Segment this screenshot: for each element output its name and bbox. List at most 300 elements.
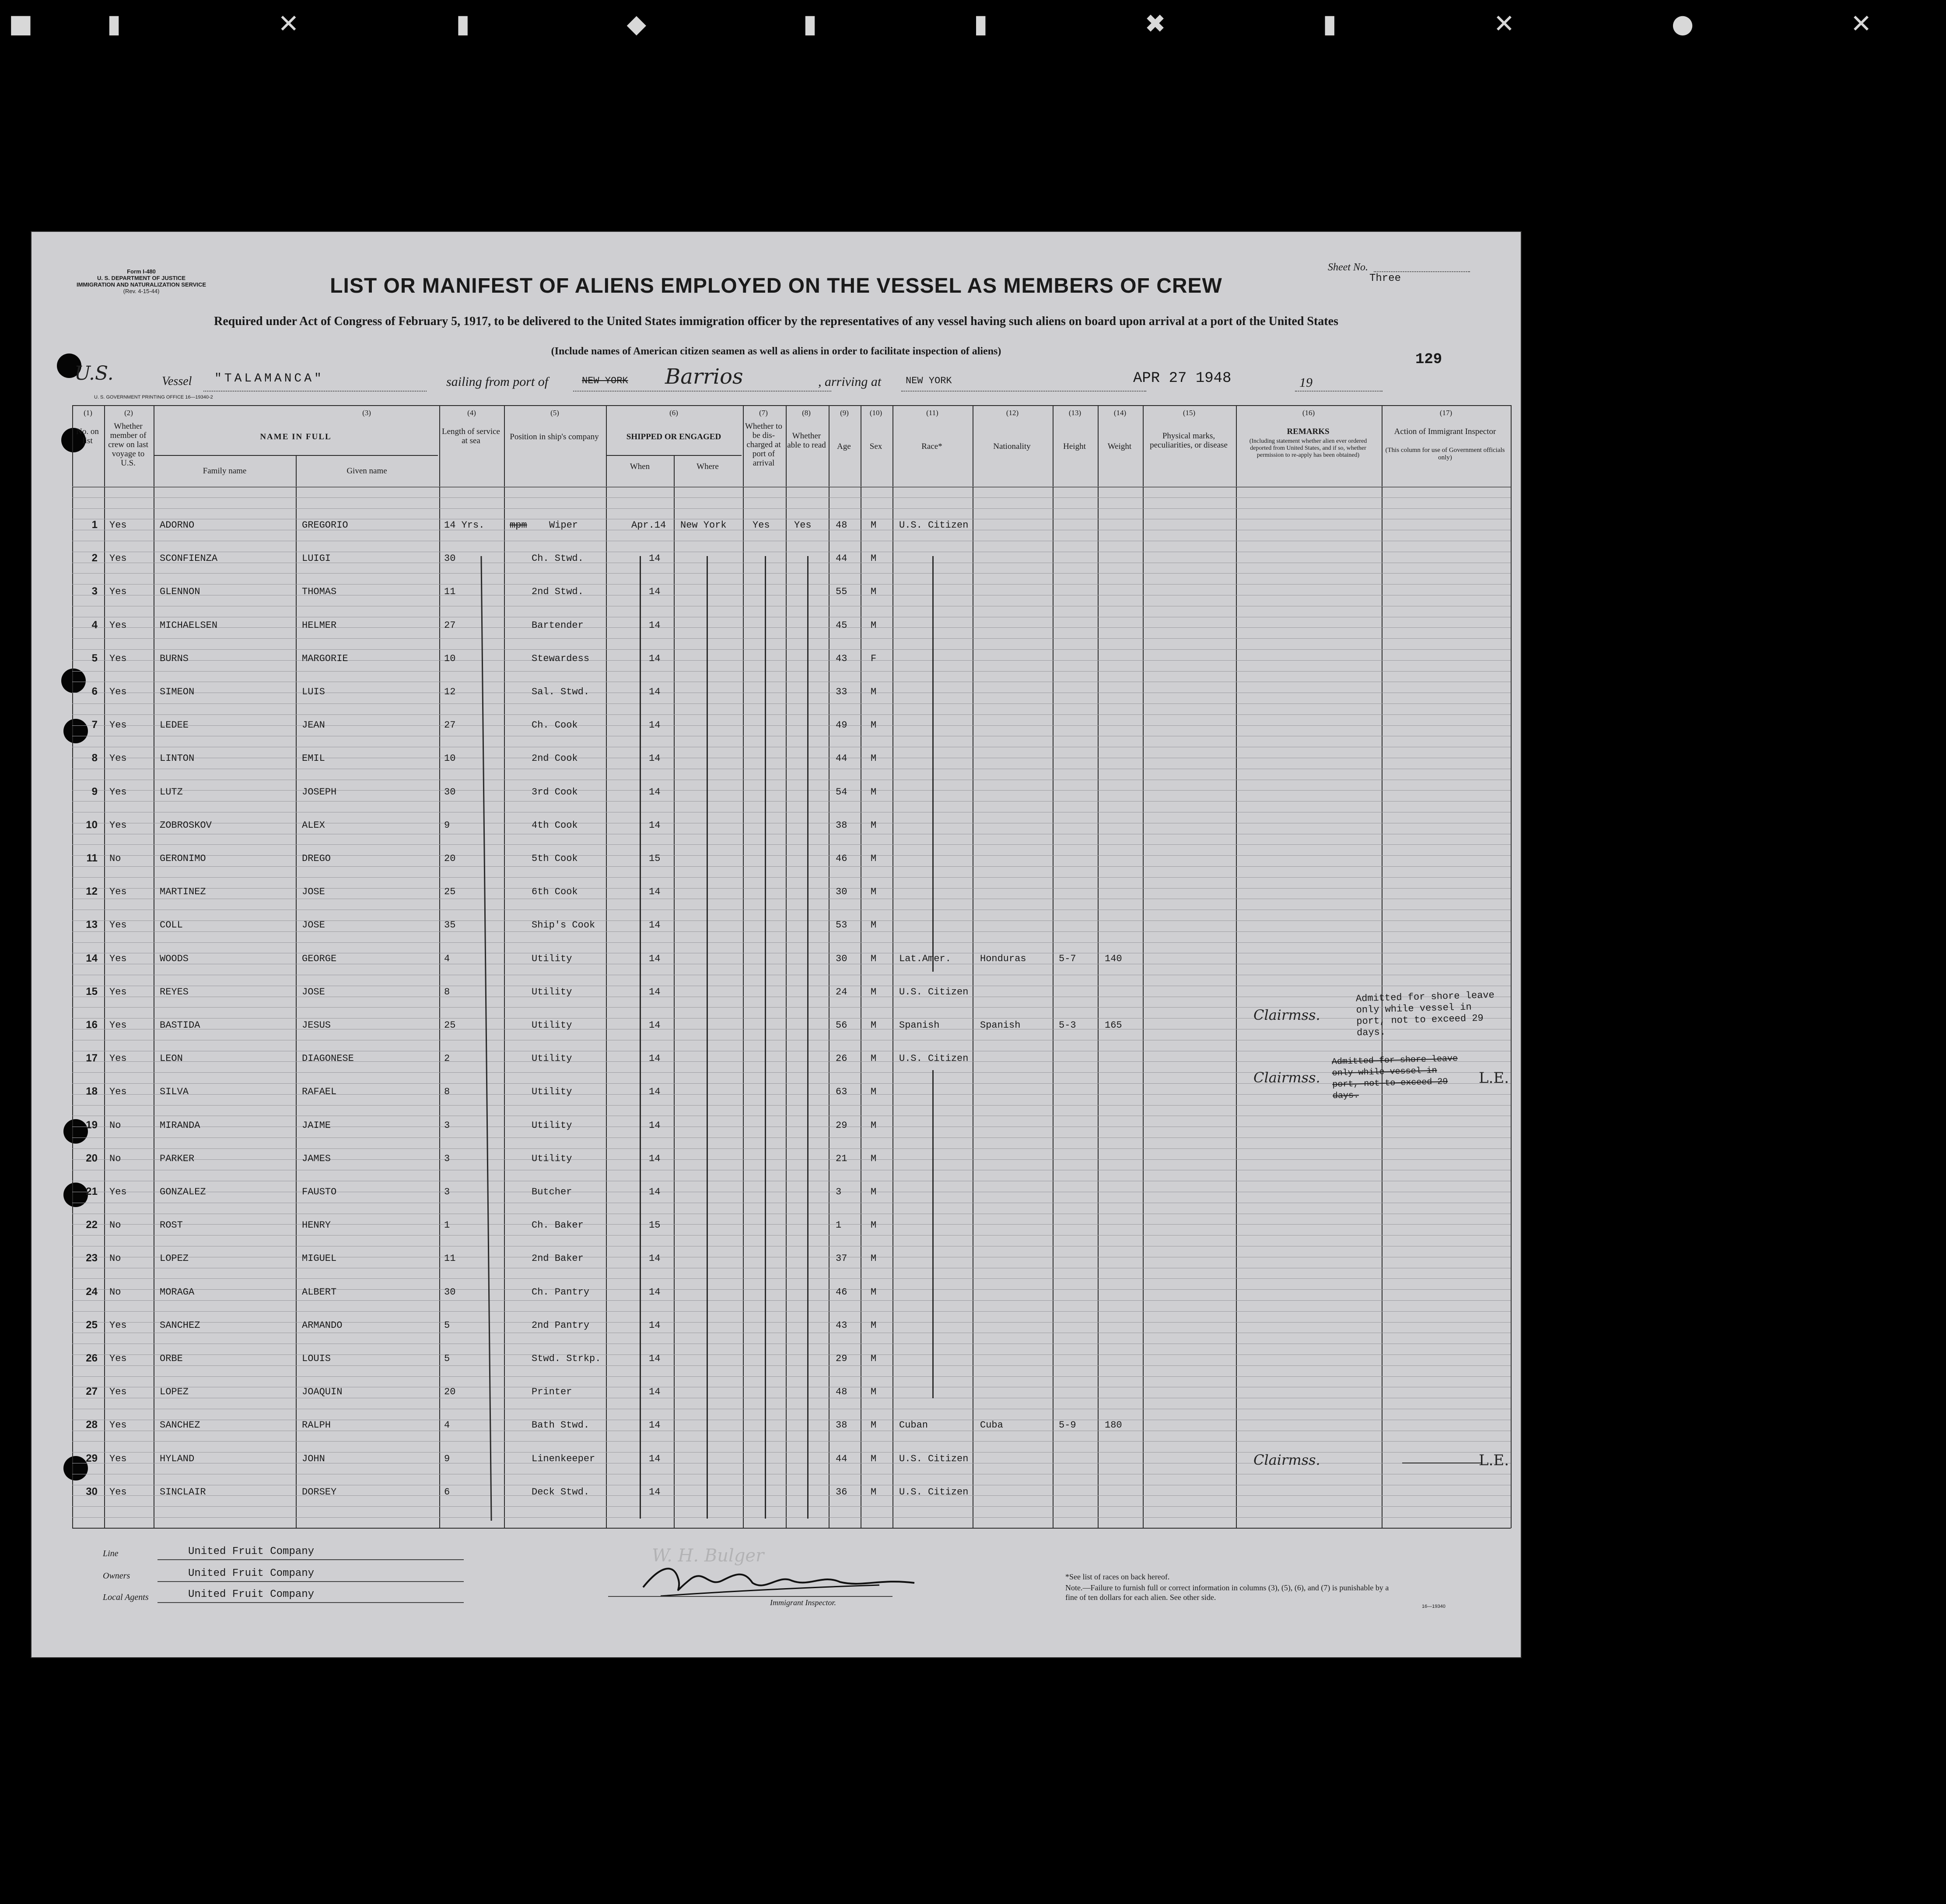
col-discharged: Whether to be dis-charged at port of arrival — [745, 422, 782, 468]
col-prior-voyage: Whether member of crew on last voyage to U.S. — [108, 422, 148, 468]
cell-given: ALEX — [302, 819, 325, 831]
remark-28-handwritten: Clairmss. — [1253, 1452, 1320, 1468]
cell-family: LOPEZ — [160, 1386, 189, 1398]
form-code: 16—19340 — [1422, 1604, 1446, 1609]
cell-prev: No — [109, 1153, 121, 1164]
cell-age: 46 — [836, 853, 847, 864]
row-number: 5 — [91, 652, 98, 664]
cell-position: Butcher — [532, 1186, 572, 1197]
row-number: 12 — [86, 886, 98, 898]
cell-given: GEORGE — [302, 953, 337, 964]
row-number: 18 — [86, 1085, 98, 1098]
cell-service: 3 — [444, 1186, 450, 1197]
cell-race: U.S. Citizen — [899, 1486, 969, 1498]
cell-family: SIMEON — [160, 686, 195, 697]
cell-given: JOSEPH — [302, 786, 337, 798]
cell-when: 14 — [649, 1486, 661, 1498]
cell-service: 30 — [444, 553, 456, 564]
cell-prev: Yes — [109, 819, 127, 831]
cell-family: WOODS — [160, 953, 189, 964]
cell-service: 30 — [444, 1286, 456, 1298]
cell-when: 14 — [649, 1320, 661, 1331]
cell-family: SILVA — [160, 1086, 189, 1098]
cell-family: MIRANDA — [160, 1120, 200, 1131]
column-rule — [1511, 405, 1512, 1528]
cell-when: 14 — [649, 1453, 661, 1464]
cell-position: 4th Cook — [532, 819, 578, 831]
vessel-name: "TALAMANCA" — [214, 372, 324, 385]
cell-given: DORSEY — [302, 1486, 337, 1498]
col-remarks-note: (Including statement whether alien ever ordered deported from United States, and if so, whether permission to re-apply has been obtained) — [1249, 438, 1367, 458]
cell-when: 14 — [649, 1353, 661, 1364]
cell-family: BASTIDA — [160, 1020, 200, 1031]
cell-position: 6th Cook — [532, 886, 578, 898]
cell-sex: M — [871, 1486, 877, 1498]
cell-service: 12 — [444, 686, 456, 697]
cell-given: ALBERT — [302, 1286, 337, 1298]
year-suffix: 19 — [1299, 375, 1312, 390]
cell-prev: Yes — [109, 1186, 127, 1197]
film-edge-marks — [0, 0, 1946, 48]
cell-sex: M — [871, 686, 877, 697]
cell-sex: M — [871, 1220, 877, 1231]
ditto-mark — [807, 556, 808, 1519]
remark-28-action: L.E. — [1479, 1452, 1509, 1469]
col-given-name: Given name — [346, 466, 387, 476]
col-race: Race* — [921, 442, 942, 451]
cell-given: LUIS — [302, 686, 325, 697]
cell-given: JOSE — [302, 920, 325, 931]
cell-age: 53 — [836, 920, 847, 931]
cell-service: 9 — [444, 819, 450, 831]
cell-position-struck: mpm — [510, 520, 527, 531]
cell-position: Bath Stwd. — [532, 1420, 590, 1431]
cell-given: LUIGI — [302, 553, 331, 564]
cell-service: 14 Yrs. — [444, 520, 485, 531]
cell-when: 14 — [649, 786, 661, 798]
cell-age: 49 — [836, 720, 847, 731]
column-number: (2) — [124, 409, 133, 417]
cell-given: JOHN — [302, 1453, 325, 1464]
cell-service: 27 — [444, 620, 456, 631]
cell-when: 14 — [649, 920, 661, 931]
page-title: LIST OR MANIFEST OF ALIENS EMPLOYED ON THE VESSEL AS MEMBERS OF CREW — [330, 274, 1222, 298]
cell-service: 11 — [444, 1253, 456, 1264]
ditto-mark — [932, 1070, 934, 1398]
cell-race: U.S. Citizen — [899, 986, 969, 998]
col-shipped-where: Where — [696, 462, 719, 471]
col-inspector-note: (This column for use of Government officials only) — [1385, 447, 1505, 461]
column-number: (4) — [467, 409, 476, 417]
cell-when: 14 — [649, 686, 661, 697]
cell-when: 14 — [649, 586, 661, 598]
cell-given: HELMER — [302, 620, 337, 631]
remark-16-action: L.E. — [1479, 1069, 1509, 1087]
cell-age: 30 — [836, 953, 847, 964]
gpo-imprint: U. S. GOVERNMENT PRINTING OFFICE 16—19340-2 — [94, 395, 213, 400]
agents-label: Local Agents — [103, 1592, 149, 1602]
col-inspector-action: Action of Immigrant Inspector — [1394, 427, 1496, 436]
col-length-of-service: Length of service at sea — [442, 427, 500, 445]
cell-sex: M — [871, 920, 877, 931]
row-number: 30 — [86, 1485, 98, 1498]
owners-value: United Fruit Company — [188, 1568, 315, 1579]
cell-age: 1 — [836, 1220, 842, 1231]
cell-service: 20 — [444, 1386, 456, 1398]
sailing-port-handwritten: Barrios — [665, 364, 743, 389]
remark-16-struck: Admitted for shore leave only while vessel in port, not to exceed 29 days. — [1331, 1054, 1458, 1102]
col-family-name: Family name — [203, 466, 247, 476]
cell-when: 14 — [649, 819, 661, 831]
cell-service: 3 — [444, 1120, 450, 1131]
cell-sex: M — [871, 1186, 877, 1197]
cell-position: Utility — [532, 1153, 572, 1164]
cell-sex: M — [871, 1453, 877, 1464]
cell-nationality: Honduras — [980, 953, 1026, 964]
cell-family: HYLAND — [160, 1453, 195, 1464]
cell-age: 38 — [836, 819, 847, 831]
ditto-mark — [707, 556, 708, 1519]
cell-position: Stewardess — [532, 653, 590, 664]
cell-when: 14 — [649, 1286, 661, 1298]
row-number: 24 — [86, 1285, 98, 1298]
cell-service: 8 — [444, 986, 450, 998]
cell-weight: 180 — [1105, 1420, 1122, 1431]
cell-age: 29 — [836, 1353, 847, 1364]
cell-sex: M — [871, 1253, 877, 1264]
note-text: —Failure to furnish full or correct information in columns (3), (5), (6), and (7) is punishable by a fine of ten dollars for each alien. See other side. — [1065, 1583, 1389, 1602]
cell-prev: Yes — [109, 1453, 127, 1464]
cell-position: Wiper — [549, 520, 578, 531]
row-number: 1 — [91, 519, 98, 531]
column-number: (17) — [1439, 409, 1452, 417]
immigrant-inspector-label: Immigrant Inspector. — [770, 1598, 836, 1607]
row-number: 17 — [86, 1052, 98, 1064]
col-height: Height — [1063, 442, 1086, 451]
col-nationality: Nationality — [993, 442, 1031, 451]
cell-when: 14 — [649, 953, 661, 964]
cell-family: SCONFIENZA — [160, 553, 218, 564]
col-able-to-read: Whether able to read — [787, 431, 826, 450]
row-number: 7 — [91, 719, 98, 731]
cell-race: U.S. Citizen — [899, 520, 969, 531]
cell-position: Bartender — [532, 620, 584, 631]
races-note: *See list of races on back hereof. — [1065, 1572, 1170, 1581]
remark-14-text: Admitted for shore leave only while vessel in port, not to exceed 29 days. — [1355, 990, 1495, 1039]
cell-race: Spanish — [899, 1020, 940, 1031]
cell-given: EMIL — [302, 753, 325, 764]
cell-prev: Yes — [109, 786, 127, 798]
cell-age: 63 — [836, 1086, 847, 1098]
cell-prev: No — [109, 1286, 121, 1298]
row-number: 13 — [86, 919, 98, 931]
row-number: 21 — [86, 1186, 98, 1197]
cell-family: COLL — [160, 920, 183, 931]
cell-given: JOSE — [302, 986, 325, 998]
cell-position: 2nd Baker — [532, 1253, 584, 1264]
cell-when: 15 — [649, 853, 661, 864]
cell-height: 5-3 — [1059, 1020, 1076, 1031]
arrival-date-stamp: APR 27 1948 — [1133, 370, 1232, 387]
cell-age: 48 — [836, 520, 847, 531]
cell-sex: M — [871, 953, 877, 964]
cell-family: REYES — [160, 986, 189, 998]
cell-service: 9 — [444, 1453, 450, 1464]
row-number: 11 — [86, 852, 98, 864]
cell-sex: M — [871, 1153, 877, 1164]
row-number: 16 — [86, 1019, 98, 1031]
vessel-prefix-handwritten: U.S. — [74, 362, 114, 385]
cell-position: Utility — [532, 1086, 572, 1098]
row-number: 10 — [86, 819, 98, 831]
cell-age: 37 — [836, 1253, 847, 1264]
cell-age: 44 — [836, 553, 847, 564]
cell-service: 35 — [444, 920, 456, 931]
cell-given: THOMAS — [302, 586, 337, 598]
cell-family: LOPEZ — [160, 1253, 189, 1264]
cell-service: 5 — [444, 1353, 450, 1364]
cell-sex: M — [871, 853, 877, 864]
manifest-sheet — [31, 231, 1522, 1658]
cell-when: 14 — [649, 1120, 661, 1131]
cell-position: Utility — [532, 1020, 572, 1031]
cell-service: 1 — [444, 1220, 450, 1231]
cell-family: MORAGA — [160, 1286, 195, 1298]
cell-service: 11 — [444, 586, 456, 598]
cell-prev: Yes — [109, 920, 127, 931]
cell-sex: M — [871, 986, 877, 998]
column-number: (1) — [84, 409, 92, 417]
sheet-number-label: Sheet No. — [1328, 262, 1368, 273]
cell-age: 44 — [836, 753, 847, 764]
cell-sex: M — [871, 1320, 877, 1331]
cell-age: 44 — [836, 1453, 847, 1464]
cell-sex: M — [871, 753, 877, 764]
cell-sex: M — [871, 586, 877, 598]
row-number: 22 — [86, 1219, 98, 1231]
cell-family: SINCLAIR — [160, 1486, 206, 1498]
cell-when: 14 — [649, 553, 661, 564]
cell-prev: Yes — [109, 886, 127, 898]
row-number: 19 — [86, 1119, 98, 1131]
cell-read: Yes — [794, 520, 812, 531]
cell-given: MIGUEL — [302, 1253, 337, 1264]
cell-height: 5-7 — [1059, 953, 1076, 964]
cell-given: JESUS — [302, 1020, 331, 1031]
cell-race: Lat.Amer. — [899, 953, 951, 964]
cell-sex: M — [871, 720, 877, 731]
cell-sex: M — [871, 1353, 877, 1364]
cell-prev: Yes — [109, 720, 127, 731]
cell-family: LEDEE — [160, 720, 189, 731]
arriving-label: , arriving at — [818, 374, 882, 389]
cell-when: 14 — [649, 1186, 661, 1197]
cell-when: 14 — [649, 1053, 661, 1064]
cell-sex: M — [871, 1086, 877, 1098]
cell-where: New York — [680, 520, 727, 531]
cell-prev: No — [109, 1253, 121, 1264]
cell-given: JEAN — [302, 720, 325, 731]
cell-prev: Yes — [109, 986, 127, 998]
cell-prev: Yes — [109, 553, 127, 564]
cell-family: ZOBROSKOV — [160, 819, 212, 831]
arriving-port: NEW YORK — [906, 375, 952, 386]
cell-family: ADORNO — [160, 520, 195, 531]
cell-age: 30 — [836, 886, 847, 898]
cell-nationality: Spanish — [980, 1020, 1021, 1031]
cell-age: 36 — [836, 1486, 847, 1498]
cell-given: RALPH — [302, 1420, 331, 1431]
cell-position: Linenkeeper — [532, 1453, 595, 1464]
cell-family: ROST — [160, 1220, 183, 1231]
cell-family: SANCHEZ — [160, 1320, 200, 1331]
cell-age: 43 — [836, 653, 847, 664]
cell-height: 5-9 — [1059, 1420, 1076, 1431]
cell-position: Ship's Cook — [532, 920, 595, 931]
cell-given: DIAGONESE — [302, 1053, 354, 1064]
cell-sex: M — [871, 786, 877, 798]
row-number: 29 — [86, 1452, 98, 1464]
cell-given: JAMES — [302, 1153, 331, 1164]
cell-position: 3rd Cook — [532, 786, 578, 798]
include-note: (Include names of American citizen seamen as well as aliens in order to facilitate inspection of aliens) — [551, 346, 1001, 357]
cell-position: Utility — [532, 986, 572, 998]
cell-position: Ch. Cook — [532, 720, 578, 731]
cell-service: 25 — [444, 1020, 456, 1031]
col-shipped-when: When — [630, 462, 650, 471]
column-number: (8) — [802, 409, 811, 417]
cell-when: 14 — [649, 1253, 661, 1264]
cell-given: RAFAEL — [302, 1086, 337, 1098]
cell-age: 3 — [836, 1186, 842, 1197]
cell-given: MARGORIE — [302, 653, 348, 664]
cell-family: MARTINEZ — [160, 886, 206, 898]
row-number: 23 — [86, 1252, 98, 1264]
cell-when: 14 — [649, 1386, 661, 1398]
cell-age: 43 — [836, 1320, 847, 1331]
cell-prev: Yes — [109, 653, 127, 664]
cell-sex: M — [871, 520, 877, 531]
cell-family: ORBE — [160, 1353, 183, 1364]
column-number: (3) — [362, 409, 371, 417]
cell-position: Ch. Stwd. — [532, 553, 584, 564]
cell-position: Utility — [532, 1120, 572, 1131]
column-number: (6) — [669, 409, 678, 417]
sheet-number-value: Three — [1369, 273, 1401, 284]
cell-given: GREGORIO — [302, 520, 348, 531]
cell-prev: No — [109, 853, 121, 864]
cell-sex: M — [871, 553, 877, 564]
row-number: 6 — [91, 686, 98, 697]
cell-when: 14 — [649, 720, 661, 731]
row-number: 27 — [86, 1386, 98, 1398]
cell-sex: M — [871, 1286, 877, 1298]
cell-age: 38 — [836, 1420, 847, 1431]
form-identifier: Form I-480 U. S. DEPARTMENT OF JUSTICE IMMIGRATION AND NATURALIZATION SERVICE (Rev. 4-15-44) — [77, 268, 206, 294]
column-number: (15) — [1183, 409, 1196, 417]
cell-sex: M — [871, 1420, 877, 1431]
remark-16-handwritten: Clairmss. — [1253, 1069, 1320, 1086]
cell-family: PARKER — [160, 1153, 195, 1164]
line-label: Line — [103, 1549, 119, 1558]
cell-prev: Yes — [109, 520, 127, 531]
cell-age: 48 — [836, 1386, 847, 1398]
cell-given: DREGO — [302, 853, 331, 864]
cell-when: 15 — [649, 1220, 661, 1231]
col-shipped-engaged: SHIPPED OR ENGAGED — [626, 432, 721, 441]
cell-prev: No — [109, 1120, 121, 1131]
row-number: 15 — [86, 985, 98, 998]
cell-service: 10 — [444, 753, 456, 764]
row-number: 8 — [91, 752, 98, 764]
column-number: (10) — [869, 409, 882, 417]
cell-sex: M — [871, 819, 877, 831]
col-age: Age — [837, 442, 851, 451]
cell-when: 14 — [649, 886, 661, 898]
cell-sex: M — [871, 620, 877, 631]
cell-service: 3 — [444, 1153, 450, 1164]
column-number: (7) — [759, 409, 768, 417]
cell-age: 21 — [836, 1153, 847, 1164]
signature-text: W. H. Bulger — [652, 1546, 764, 1566]
cell-position: 2nd Pantry — [532, 1320, 590, 1331]
cell-position: 2nd Cook — [532, 753, 578, 764]
cell-prev: Yes — [109, 686, 127, 697]
cell-when: Apr.14 — [631, 520, 666, 531]
page-number: 129 — [1415, 351, 1442, 368]
cell-service: 27 — [444, 720, 456, 731]
cell-age: 29 — [836, 1120, 847, 1131]
column-number: (14) — [1113, 409, 1127, 417]
cell-position: Ch. Pantry — [532, 1286, 590, 1298]
cell-given: HENRY — [302, 1220, 331, 1231]
cell-prev: Yes — [109, 1086, 127, 1098]
cell-when: 14 — [649, 1086, 661, 1098]
cell-discharge: Yes — [752, 520, 770, 531]
ditto-mark — [640, 556, 641, 1519]
crew-manifest-table — [72, 405, 1511, 1528]
cell-race: U.S. Citizen — [899, 1053, 969, 1064]
cell-age: 45 — [836, 620, 847, 631]
cell-age: 56 — [836, 1020, 847, 1031]
cell-race: Cuban — [899, 1420, 928, 1431]
cell-sex: M — [871, 1120, 877, 1131]
col-weight: Weight — [1107, 442, 1132, 451]
row-number: 14 — [86, 952, 98, 964]
cell-service: 25 — [444, 886, 456, 898]
cell-age: 55 — [836, 586, 847, 598]
row-number: 3 — [91, 585, 98, 598]
cell-family: LINTON — [160, 753, 195, 764]
cell-family: MICHAELSEN — [160, 620, 218, 631]
cell-given: FAUSTO — [302, 1186, 337, 1197]
cell-family: LEON — [160, 1053, 183, 1064]
cell-race: U.S. Citizen — [899, 1453, 969, 1464]
cell-weight: 140 — [1105, 953, 1122, 964]
cell-position: Utility — [532, 1053, 572, 1064]
sailing-port-struck: NEW YORK — [582, 375, 628, 386]
cell-service: 6 — [444, 1486, 450, 1498]
line-value: United Fruit Company — [188, 1546, 315, 1558]
col-remarks: REMARKS — [1287, 427, 1330, 436]
remark-14-handwritten: Clairmss. — [1253, 1007, 1320, 1023]
cell-when: 14 — [649, 1420, 661, 1431]
ditto-mark — [932, 556, 934, 972]
row-number: 20 — [86, 1152, 98, 1164]
cell-age: 24 — [836, 986, 847, 998]
cell-when: 14 — [649, 753, 661, 764]
col-sex: Sex — [869, 442, 882, 451]
